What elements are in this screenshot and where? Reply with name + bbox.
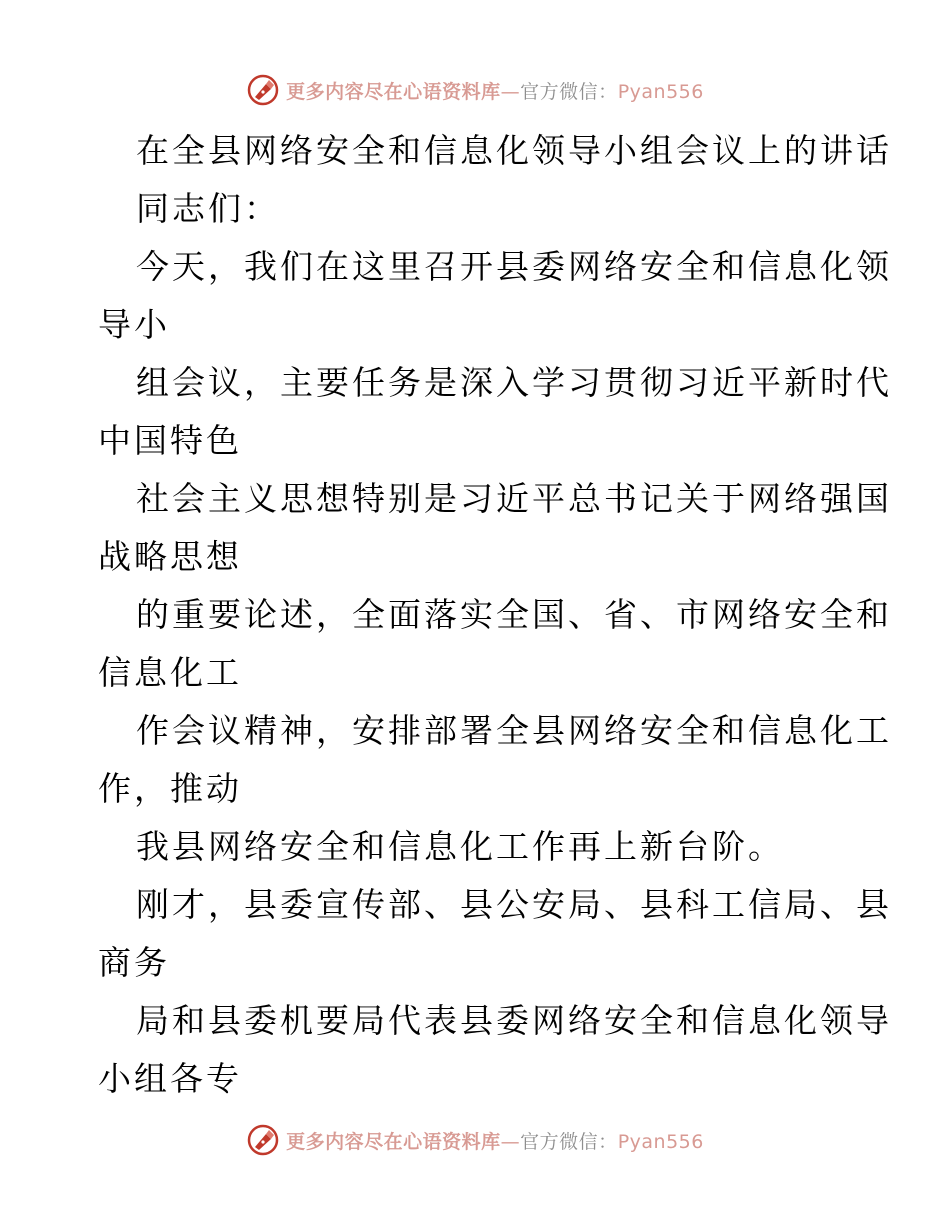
watermark-dash: — xyxy=(500,80,521,103)
watermark-text xyxy=(286,1127,704,1154)
paragraph-line: 导小 xyxy=(98,305,170,344)
header-watermark xyxy=(0,72,950,108)
paragraph-line: 作，推动 xyxy=(98,769,242,808)
watermark-handle: Pyan556 xyxy=(617,80,704,103)
watermark-site-text: 更多内容尽在心语资料库 xyxy=(286,80,501,103)
paragraph-line: 商务 xyxy=(98,943,170,982)
paragraph-line: 小组各专 xyxy=(98,1059,242,1098)
footer-watermark xyxy=(0,1122,950,1158)
paragraph-line: 同志们： xyxy=(136,189,280,228)
paragraph-line: 我县网络安全和信息化工作再上新台阶。 xyxy=(136,827,784,866)
paragraph-line: 作会议精神，安排部署全县网络安全和信息化工 xyxy=(136,711,892,750)
paragraph-line: 局和县委机要局代表县委网络安全和信息化领导 xyxy=(136,1001,892,1040)
paragraph-line: 中国特色 xyxy=(98,421,242,460)
document-title-line: 在全县网络安全和信息化领导小组会议上的讲话 xyxy=(136,131,892,170)
watermark-text xyxy=(286,77,704,104)
document-body xyxy=(98,122,892,1108)
paragraph-line: 刚才，县委宣传部、县公安局、县科工信局、县 xyxy=(136,885,892,924)
watermark-dash: — xyxy=(500,1130,521,1153)
paragraph-line: 信息化工 xyxy=(98,653,242,692)
paragraph-line: 组会议，主要任务是深入学习贯彻习近平新时代 xyxy=(136,363,892,402)
pen-nib-logo-icon xyxy=(246,73,280,107)
watermark-handle: Pyan556 xyxy=(617,1130,704,1153)
watermark-official-label: 官方微信： xyxy=(520,80,618,103)
paragraph-line: 的重要论述，全面落实全国、省、市网络安全和 xyxy=(136,595,892,634)
watermark-site-text: 更多内容尽在心语资料库 xyxy=(286,1130,501,1153)
watermark-official-label: 官方微信： xyxy=(520,1130,618,1153)
paragraph-line: 社会主义思想特别是习近平总书记关于网络强国 xyxy=(136,479,892,518)
pen-nib-logo-icon xyxy=(246,1123,280,1157)
paragraph-line: 战略思想 xyxy=(98,537,242,576)
paragraph-line: 今天，我们在这里召开县委网络安全和信息化领 xyxy=(136,247,892,286)
